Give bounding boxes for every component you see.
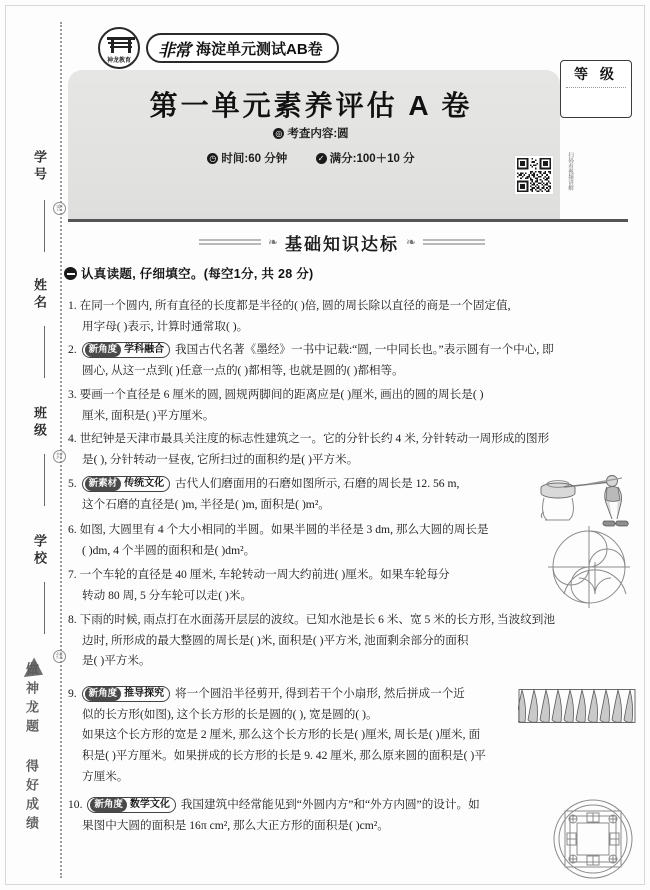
grade-box[interactable] (560, 60, 632, 118)
question-1 (68, 296, 628, 337)
question-5-line-1: 5. 新素材 传统文化 古代人们磨面用的石磨如图所示, 石磨的周长是 12. 56 m, (68, 477, 460, 490)
question-2-tag-badge: 新角度 (85, 343, 122, 357)
margin-rule-4 (44, 582, 45, 634)
question-9-line-1: 9. 新角度 推导探究 将一个圆沿半径剪开, 得到若干个小扇形, 然后拼成一个近 (68, 687, 465, 700)
target-icon: ◎ (273, 128, 284, 139)
clock-icon: ◷ (207, 153, 218, 164)
qr-caption: 扫码看视频讲解 (567, 152, 573, 191)
figure-wheel-arc (560, 560, 630, 596)
margin-rule-2 (44, 326, 45, 378)
question-6-line-2: ( )dm, 4 个半圆的面积和是( )dm²。 (82, 543, 256, 557)
question-9-tag-badge: 新角度 (85, 687, 122, 701)
left-margin (8, 10, 63, 878)
gate-column-left-icon (111, 37, 114, 53)
gate-column-right-icon (128, 37, 131, 53)
section-banner-title: 基础知识达标 (285, 235, 399, 254)
question-9-tag (82, 686, 171, 702)
exam-scope-line (62, 125, 560, 141)
question-8-line-2: 边时, 所形成的最大整圆的周长是( )米, 面积是( )平方米, 池面剩余部分的面积 (82, 633, 469, 647)
content-area (62, 12, 640, 878)
leaf-icon-left: ❧ (267, 235, 278, 249)
question-9-line-4: 积是( )平方厘米。如果拼成的长方形的长是 9. 42 厘米, 那么原来圆的面积是( )平 (82, 748, 486, 762)
question-2-line-1: 2. 新角度 学科融合 我国古代名著《墨经》一书中记载:“圆, 一中同长也。”表示圆有一个中心, 即 (68, 343, 554, 356)
question-10-tag-name: 数学文化 (129, 799, 170, 810)
question-5-tag-name: 传统文化 (124, 478, 165, 489)
exam-meta-line (62, 150, 560, 166)
question-5-tag (82, 476, 171, 492)
part-number-icon (64, 267, 77, 280)
margin-field-class: 班级 (32, 406, 47, 440)
question-2-tag-name: 学科融合 (124, 344, 165, 355)
margin-field-name: 姓名 (32, 278, 47, 312)
question-6 (68, 520, 546, 561)
figure-sector-strips (518, 688, 636, 724)
part-one-heading-text: 认真读题, 仔细填空。(每空1分, 共 28 分) (81, 267, 314, 281)
question-2-tag (82, 342, 171, 358)
margin-field-student-id: 学号 (32, 150, 47, 184)
question-10 (68, 795, 538, 836)
exam-time-text: 时间:60 分钟 (221, 153, 288, 165)
question-4-line-1: 4. 世纪钟是天津市最具关注度的标志性建筑之一。它的分针长约 4 米, 分针转动一周形成的图形 (68, 432, 550, 445)
banner-rule-right (423, 239, 485, 246)
brand-pill (146, 33, 339, 63)
header-band-bottom-rule (68, 219, 628, 222)
question-9-tag-name: 推导探究 (124, 688, 165, 699)
question-3 (68, 385, 628, 426)
figure-round-square-window (552, 798, 634, 880)
question-10-tag-badge: 新角度 (90, 798, 127, 812)
question-5-tag-badge: 新素材 (85, 477, 122, 491)
margin-rule-3 (44, 454, 45, 506)
qr-code[interactable] (514, 152, 560, 198)
question-9-line-5: 方厘米。 (82, 769, 129, 783)
question-3-line-1: 3. 要画一个直径是 6 厘米的圆, 圆规两脚间的距离应是( )厘米, 画出的圆的周长是( ) (68, 388, 484, 401)
publisher-seal-icon (98, 27, 140, 69)
question-3-line-2: 厘米, 面积是( )平方厘米。 (82, 408, 215, 422)
exam-scope-text: 考查内容:圆 (287, 128, 349, 140)
seal-mark-icon-1: 密 (53, 202, 66, 215)
margin-rule-1 (44, 200, 45, 252)
question-10-tag (87, 797, 176, 813)
leaf-icon-right: ❧ (406, 235, 417, 249)
banner-rule-left (199, 239, 261, 246)
question-9-line-2: 似的长方形(如图), 这个长方形的长是圆的( ), 宽是圆的( )。 (82, 707, 378, 721)
question-8-line-3: 是( )平方米。 (82, 654, 151, 668)
publisher-seal-text: 神龙教育 (106, 58, 131, 64)
question-8 (68, 610, 628, 672)
brand-logo (98, 26, 339, 70)
question-6-line-1: 6. 如图, 大圆里有 4 个大小相同的半圆。如果半圆的半径是 3 dm, 那么大圆的周长是 (68, 523, 489, 536)
part-one-heading (64, 264, 624, 282)
question-10-line-1: 10. 新角度 数学文化 我国建筑中经常能见到“外圆内方”和“外方内圆”的设计。如 (68, 798, 480, 811)
margin-field-school: 学校 (32, 534, 47, 568)
section-banner (62, 230, 622, 255)
seal-mark-icon-2: 封 (53, 450, 66, 463)
brand-feichang-text: 非常 (158, 40, 190, 60)
question-5-line-2: 这个石磨的直径是( )m, 半径是( )m, 面积是( )m²。 (82, 497, 330, 511)
brand-series-text: 海淀单元测试AB卷 (196, 40, 323, 58)
question-5 (68, 474, 508, 515)
margin-slogan: 做神龙题 得好成绩 (24, 662, 39, 835)
question-2 (68, 340, 628, 381)
question-4-line-2: 是( ), 分针转动一昼夜, 它所扫过的面积约是( )平方米。 (82, 452, 359, 466)
page-title: 第一单元素养评估 A 卷 (149, 90, 473, 121)
grade-box-label: 等 级 (574, 66, 618, 82)
exam-score-text: 满分:100＋10 分 (329, 153, 415, 165)
question-7-line-1: 7. 一个车轮的直径是 40 厘米, 车轮转动一周大约前进( )厘米。如果车轮每分 (68, 568, 450, 581)
question-4 (68, 429, 628, 470)
seal-mark-icon-3: 线 (53, 650, 66, 663)
figure-stone-mill (524, 474, 636, 530)
question-10-line-2: 果图中大圆的面积是 16π cm², 那么大正方形的面积是( )cm²。 (82, 818, 389, 832)
grade-box-divider (566, 87, 626, 88)
question-7-line-2: 转动 80 周, 5 分车轮可以走( )米。 (82, 588, 253, 602)
check-icon: ✓ (316, 153, 327, 164)
question-1-line-1: 1. 在同一个圆内, 所有直径的长度都是半径的( )倍, 圆的周长除以直径的商是一个固定值, (68, 299, 511, 312)
question-8-line-1: 8. 下雨的时候, 雨点打在水面荡开层层的波纹。已知水池是长 6 米、宽 5 米的长方形, 当波纹到池 (68, 613, 555, 626)
question-2-line-2: 圆心, 从这一点到( )任意一点的( )都相等, 也就是圆的( )都相等。 (82, 363, 404, 377)
question-7 (68, 565, 546, 606)
question-1-line-2: 用字母( )表示, 计算时通常取( )。 (82, 319, 249, 333)
question-9-line-3: 如果这个长方形的宽是 2 厘米, 那么这个长方形的长是( )厘米, 周长是( )厘米, 面 (82, 728, 481, 742)
qr-code-image (514, 155, 554, 195)
